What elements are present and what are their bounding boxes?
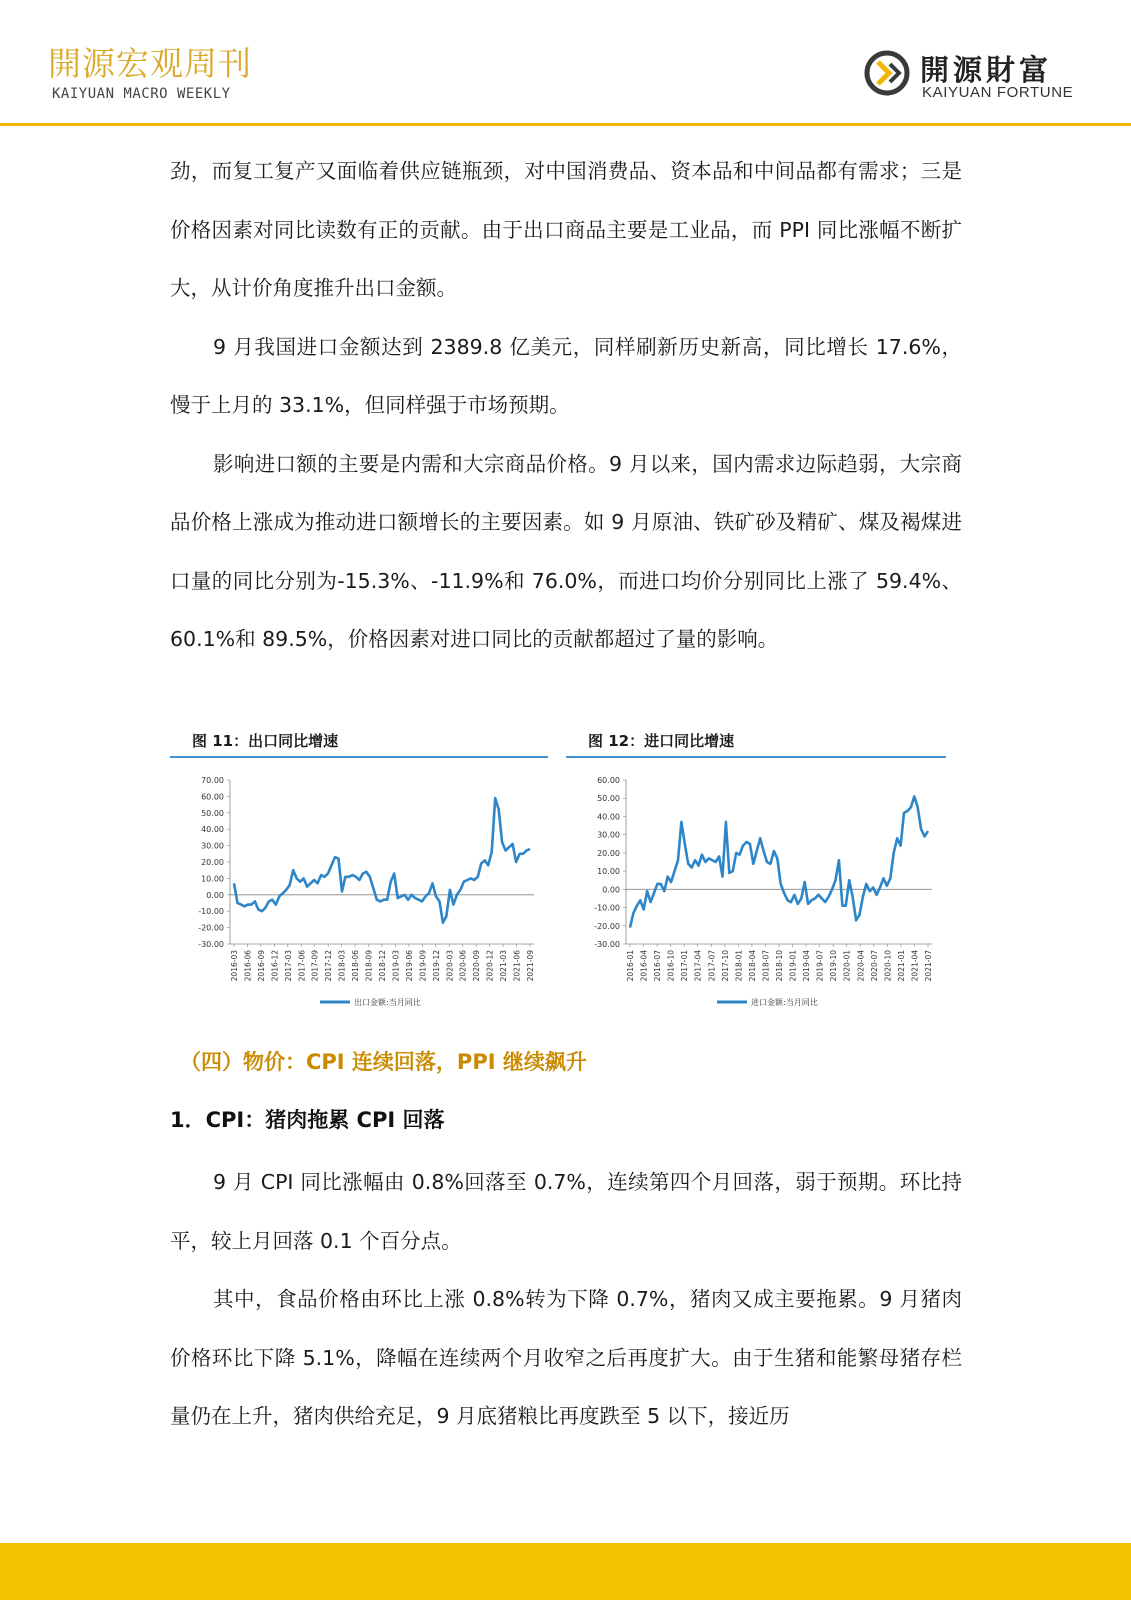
y-tick-label: -20.00 <box>198 923 224 933</box>
x-tick-label: 2017-06 <box>297 950 307 982</box>
page-header <box>0 0 1131 124</box>
y-tick-label: 60.00 <box>201 792 224 802</box>
body-text-top <box>170 142 962 669</box>
x-tick-label: 2019-12 <box>431 950 441 982</box>
x-tick-label: 2017-04 <box>693 950 703 982</box>
x-tick-label: 2019-04 <box>802 950 812 982</box>
y-tick-label: 20.00 <box>597 848 620 858</box>
x-tick-label: 2021-03 <box>499 950 509 982</box>
y-tick-label: 10.00 <box>201 874 224 884</box>
x-tick-label: 2019-06 <box>404 950 414 982</box>
paragraph: 9 月 CPI 同比涨幅由 0.8%回落至 0.7%，连续第四个月回落，弱于预期。环比持平，较上月回落 0.1 个百分点。 <box>170 1170 962 1253</box>
x-tick-label: 2018-12 <box>378 950 387 982</box>
x-tick-label: 2017-07 <box>707 950 717 982</box>
figure-rule <box>170 756 548 758</box>
legend-label: 进口金额:当月同比 <box>751 998 818 1007</box>
y-tick-label: 30.00 <box>201 841 224 851</box>
figure-title: 图 11：出口同比增速 <box>192 732 339 750</box>
body-text-bottom <box>170 1153 962 1446</box>
x-tick-label: 2018-01 <box>734 950 744 982</box>
x-tick-label: 2016-07 <box>653 950 663 982</box>
x-tick-label: 2019-09 <box>418 950 428 982</box>
x-tick-label: 2018-07 <box>761 950 771 982</box>
figure-title: 图 12：进口同比增速 <box>588 732 735 750</box>
section-heading: （四）物价：CPI 连续回落，PPI 继续飙升 <box>180 1050 587 1074</box>
x-tick-label: 2016-10 <box>666 950 676 982</box>
x-tick-label: 2020-12 <box>485 950 495 982</box>
page-footer-band <box>0 1543 1131 1600</box>
y-tick-label: 0.00 <box>602 885 620 895</box>
y-tick-label: 40.00 <box>597 812 620 822</box>
y-tick-label: 50.00 <box>201 808 224 818</box>
x-tick-label: 2017-03 <box>283 950 293 982</box>
y-tick-label: 20.00 <box>201 858 224 867</box>
x-tick-label: 2020-09 <box>472 950 482 982</box>
y-tick-label: 70.00 <box>201 776 224 785</box>
x-tick-label: 2017-12 <box>324 950 334 982</box>
logo-english-text: KAIYUAN FORTUNE <box>922 84 1074 101</box>
header-rule <box>0 123 1131 126</box>
x-tick-label: 2020-04 <box>856 950 866 982</box>
series-line <box>630 796 928 927</box>
x-tick-label: 2016-03 <box>230 950 239 982</box>
x-tick-label: 2016-12 <box>270 950 280 982</box>
x-tick-label: 2016-04 <box>639 950 649 982</box>
y-tick-label: -20.00 <box>594 921 620 931</box>
x-tick-label: 2018-04 <box>747 950 757 982</box>
y-tick-label: -10.00 <box>198 907 224 917</box>
logo-chinese-text: 開源財富 <box>920 53 1053 87</box>
y-tick-label: -30.00 <box>198 940 224 949</box>
y-tick-label: 50.00 <box>597 794 620 804</box>
x-tick-label: 2020-06 <box>458 950 468 982</box>
x-tick-label: 2021-09 <box>526 950 535 982</box>
y-tick-label: 0.00 <box>206 890 224 900</box>
x-tick-label: 2020-07 <box>869 950 879 982</box>
x-tick-label: 2017-10 <box>720 950 730 982</box>
x-tick-label: 2018-09 <box>364 950 374 982</box>
legend-label: 出口金额:当月同比 <box>354 998 421 1007</box>
x-tick-label: 2016-06 <box>243 950 253 982</box>
x-tick-label: 2018-06 <box>351 950 361 982</box>
paragraph: 影响进口额的主要是内需和大宗商品价格。9 月以来，国内需求边际趋弱，大宗商品价格上涨成为推动进口额增长的主要因素。如 9 月原油、铁矿砂及精矿、煤及褐煤进口量的同比分别为-15.3%、-11.9%和 76.0%，而进口均价分别同比上涨了 59.4%、60.1%和 89.5%，价格因素对进口同比的贡献都超过了量的影响。 <box>170 451 962 651</box>
publication-subtitle: KAIYUAN MACRO WEEKLY <box>52 86 231 102</box>
sub-heading: 1．CPI：猪肉拖累 CPI 回落 <box>170 1108 445 1132</box>
y-tick-label: 30.00 <box>597 830 620 840</box>
x-tick-label: 2021-04 <box>910 950 920 982</box>
x-tick-label: 2019-10 <box>829 950 839 982</box>
x-tick-label: 2020-01 <box>842 950 852 982</box>
x-tick-label: 2019-03 <box>391 950 401 982</box>
x-tick-label: 2020-10 <box>883 950 893 982</box>
x-tick-label: 2016-01 <box>626 950 635 982</box>
x-tick-label: 2018-10 <box>775 950 784 982</box>
y-tick-label: 10.00 <box>597 867 620 877</box>
paragraph: 劲，而复工复产又面临着供应链瓶颈，对中国消费品、资本品和中间品都有需求；三是价格因素对同比读数有正的贡献。由于出口商品主要是工业品，而 PPI 同比涨幅不断扩大，从计价角度推升出口金额。 <box>170 159 962 300</box>
x-tick-label: 2018-03 <box>337 950 347 982</box>
company-logo <box>864 46 1094 106</box>
y-tick-label: 60.00 <box>597 776 620 785</box>
x-tick-label: 2021-01 <box>896 950 906 982</box>
y-tick-label: 40.00 <box>201 825 224 835</box>
publication-title: 開源宏观周刊 <box>48 44 252 83</box>
x-tick-label: 2016-09 <box>256 950 266 982</box>
figure-rule <box>566 756 946 758</box>
paragraph: 9 月我国进口金额达到 2389.8 亿美元，同样刷新历史新高，同比增长 17.6%，慢于上月的 33.1%，但同样强于市场预期。 <box>170 334 962 417</box>
import-growth-chart <box>566 766 946 1030</box>
x-tick-label: 2020-03 <box>445 950 455 982</box>
series-line <box>234 798 530 923</box>
kaiyuan-logo-icon <box>864 50 910 96</box>
paragraph: 其中，食品价格由环比上涨 0.8%转为下降 0.7%，猪肉又成主要拖累。9 月猪肉价格环比下降 5.1%，降幅在连续两个月收窄之后再度扩大。由于生猪和能繁母猪存栏量仍在上升，猪肉供给充足，9 月底猪粮比再度跌至 5 以下，接近历 <box>170 1287 962 1428</box>
y-tick-label: -30.00 <box>594 940 620 949</box>
figures-row <box>170 730 962 1040</box>
x-tick-label: 2021-07 <box>924 950 933 982</box>
x-tick-label: 2021-06 <box>512 950 522 982</box>
x-tick-label: 2019-01 <box>788 950 798 982</box>
export-growth-chart <box>170 766 548 1030</box>
y-tick-label: -10.00 <box>594 903 620 913</box>
x-tick-label: 2019-07 <box>815 950 825 982</box>
x-tick-label: 2017-09 <box>310 950 320 982</box>
x-tick-label: 2017-01 <box>680 950 690 982</box>
